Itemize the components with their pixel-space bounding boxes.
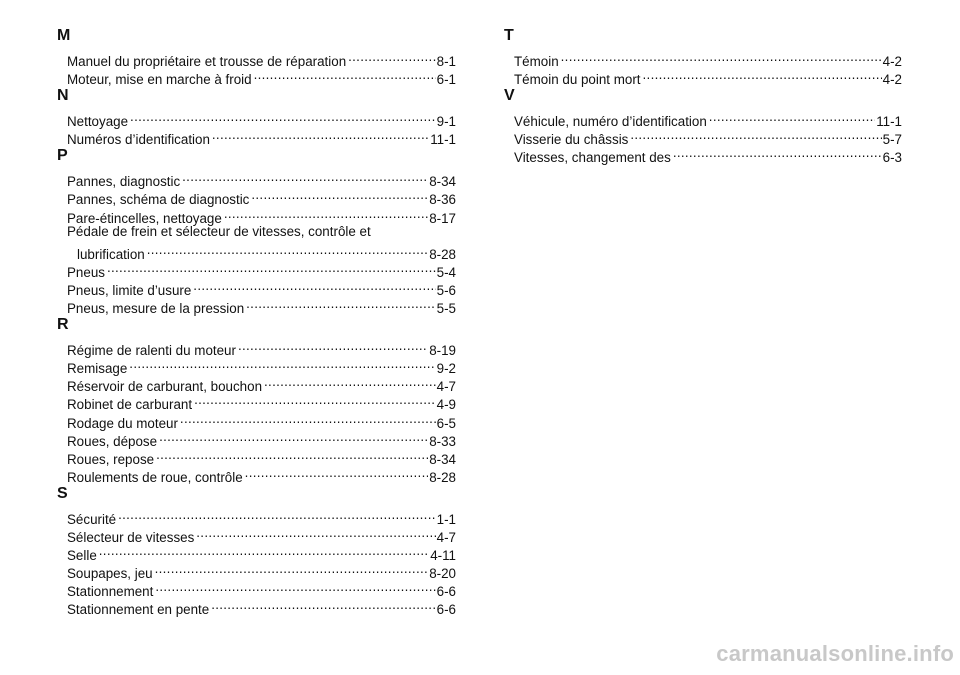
- watermark: carmanualsonline.info: [716, 641, 954, 666]
- entry-page-number: 6-6: [436, 602, 456, 618]
- dot-leader: [236, 337, 428, 355]
- entry-page-number: 9-1: [436, 114, 456, 130]
- index-section-n: [57, 87, 456, 148]
- entry-label: Régime de ralenti du moteur: [67, 343, 236, 359]
- entry-page-number: 11-1: [430, 132, 456, 148]
- section-letter: P: [57, 147, 68, 165]
- entry-label: Manuel du propriétaire et trousse de réparation: [67, 54, 347, 69]
- dot-leader: [154, 446, 428, 464]
- dot-leader: [209, 596, 435, 614]
- entry-label: Sécurité: [67, 511, 117, 527]
- entry-label: Numéros d’identification: [67, 132, 210, 148]
- dot-leader: [153, 560, 429, 578]
- index-entry: [57, 446, 456, 467]
- dot-leader: [671, 144, 882, 162]
- entry-page-number: 8-36: [429, 192, 456, 208]
- index-entry: [504, 126, 902, 148]
- index-section-t: [504, 27, 902, 88]
- dot-leader: [559, 48, 882, 66]
- index-entry: [57, 578, 456, 600]
- dot-leader: [641, 66, 882, 84]
- section-letter: T: [504, 27, 514, 44]
- entry-label: Selle: [67, 548, 97, 564]
- entry-page-number: 8-34: [429, 451, 456, 467]
- entry-label-continuation: lubrification: [77, 246, 145, 262]
- dot-leader: [222, 205, 428, 223]
- dot-leader: [707, 108, 875, 126]
- dot-leader: [628, 126, 881, 144]
- index-entry: [57, 48, 456, 69]
- index-entry: [504, 144, 902, 166]
- entry-label: Pneus, limite d’usure: [67, 282, 192, 298]
- dot-leader: [191, 277, 435, 295]
- dot-leader: [243, 464, 429, 482]
- entry-page-number: 6-5: [436, 415, 456, 431]
- section-letter: V: [504, 87, 515, 105]
- entry-label: Pneus: [67, 264, 105, 280]
- entry-page-number: 5-4: [436, 264, 456, 280]
- entry-label: Pare-étincelles, nettoyage: [67, 210, 222, 226]
- entry-label: Sélecteur de vitesses: [67, 529, 195, 545]
- index-entry: [57, 542, 456, 564]
- entry-page-number: 8-28: [429, 469, 456, 485]
- entry-label: Véhicule, numéro d’identification: [514, 114, 707, 130]
- entry-label: Nettoyage: [67, 114, 129, 130]
- index-entry: [57, 410, 456, 431]
- entry-label: Soupapes, jeu: [67, 566, 153, 582]
- entry-page-number: 6-3: [882, 150, 902, 166]
- entry-page-number: 4-11: [430, 548, 456, 564]
- entry-label: Remisage: [67, 361, 128, 377]
- index-entry: [57, 464, 456, 485]
- dot-leader: [194, 524, 435, 542]
- entry-label: Témoin: [514, 54, 559, 69]
- entry-page-number: 4-2: [882, 72, 902, 88]
- index-section-m: [57, 27, 456, 88]
- dot-leader: [244, 295, 435, 313]
- section-letter: S: [57, 484, 68, 502]
- dot-leader: [157, 428, 428, 446]
- entry-label: Robinet de carburant: [67, 397, 193, 413]
- section-letter: N: [57, 87, 69, 105]
- index-entry: [57, 259, 456, 280]
- index-entry: [504, 66, 902, 88]
- entry-label: Vitesses, changement des: [514, 150, 671, 166]
- dot-leader: [210, 126, 429, 144]
- index-entry: [57, 223, 456, 241]
- entry-page-number: 8-1: [436, 54, 456, 69]
- entry-page-number: 9-2: [436, 361, 456, 377]
- index-section-r: [57, 316, 456, 485]
- entry-label: Pédale de frein et sélecteur de vitesses, contrôle et: [67, 223, 371, 239]
- index-column-right: [504, 28, 902, 166]
- index-entry: [57, 186, 456, 208]
- entry-label: Pannes, diagnostic: [67, 174, 181, 190]
- entry-label: Rodage du moteur: [67, 415, 178, 431]
- index-entry: [57, 205, 456, 226]
- entry-page-number: 8-28: [429, 246, 456, 262]
- entry-page-number: 1-1: [436, 511, 456, 527]
- dot-leader: [178, 410, 436, 428]
- index-entry: [57, 66, 456, 88]
- entry-label: Roues, repose: [67, 451, 155, 467]
- index-entry: [57, 506, 456, 527]
- entry-label: Pannes, schéma de diagnostic: [67, 192, 250, 208]
- entry-label: Stationnement en pente: [67, 602, 210, 618]
- index-entry: [57, 295, 456, 317]
- index-section-p: [57, 147, 456, 317]
- index-entry: [57, 524, 456, 545]
- entry-page-number: 4-9: [436, 397, 456, 413]
- entry-label: Roulements de roue, contrôle: [67, 469, 243, 485]
- entry-label: Réservoir de carburant, bouchon: [67, 379, 263, 395]
- entry-page-number: 8-33: [429, 433, 456, 449]
- dot-leader: [127, 355, 435, 373]
- entry-page-number: 6-6: [436, 584, 456, 600]
- index-entry: [57, 277, 456, 298]
- entry-page-number: 8-17: [429, 210, 456, 226]
- index-entry: [57, 108, 456, 130]
- index-entry: [57, 391, 456, 413]
- entry-page-number: 8-20: [429, 566, 456, 582]
- dot-leader: [346, 48, 436, 66]
- dot-leader: [128, 108, 436, 126]
- index-section-v: [504, 87, 902, 166]
- dot-leader: [192, 391, 436, 409]
- dot-leader: [153, 578, 435, 596]
- section-letter: M: [57, 27, 71, 44]
- index-entry: [57, 373, 456, 395]
- index-entry: [57, 596, 456, 618]
- dot-leader: [262, 373, 436, 391]
- entry-page-number: 6-1: [436, 72, 456, 88]
- index-section-s: [57, 484, 456, 618]
- entry-page-number: 4-2: [882, 54, 902, 69]
- entry-page-number: 11-1: [876, 114, 902, 130]
- dot-leader: [105, 259, 436, 277]
- entry-label: Visserie du châssis: [514, 132, 629, 148]
- entry-label: Stationnement: [67, 584, 154, 600]
- index-column-left: [57, 28, 456, 618]
- entry-page-number: 8-19: [429, 343, 456, 359]
- dot-leader: [145, 241, 428, 259]
- dot-leader: [116, 506, 436, 524]
- entry-label: Roues, dépose: [67, 433, 158, 449]
- index-entry: [504, 48, 902, 69]
- entry-page-number: 4-7: [436, 529, 456, 545]
- index-entry-continuation: [57, 241, 456, 262]
- index-entry: [504, 108, 902, 130]
- entry-page-number: 4-7: [436, 379, 456, 395]
- index-entry: [57, 428, 456, 449]
- index-entry: [57, 337, 456, 359]
- dot-leader: [249, 186, 428, 204]
- entry-page-number: 5-7: [882, 132, 902, 148]
- index-entry: [57, 560, 456, 582]
- dot-leader: [180, 168, 428, 186]
- entry-label: Témoin du point mort: [514, 72, 641, 88]
- index-entry: [57, 168, 456, 190]
- index-entry: [57, 355, 456, 377]
- entry-label: Pneus, mesure de la pression: [67, 301, 245, 317]
- dot-leader: [252, 66, 436, 84]
- dot-leader: [97, 542, 429, 560]
- entry-page-number: 5-5: [436, 301, 456, 317]
- entry-label: Moteur, mise en marche à froid: [67, 72, 252, 88]
- section-letter: R: [57, 316, 69, 334]
- index-entry: [57, 126, 456, 148]
- entry-page-number: 5-6: [436, 282, 456, 298]
- entry-page-number: 8-34: [429, 174, 456, 190]
